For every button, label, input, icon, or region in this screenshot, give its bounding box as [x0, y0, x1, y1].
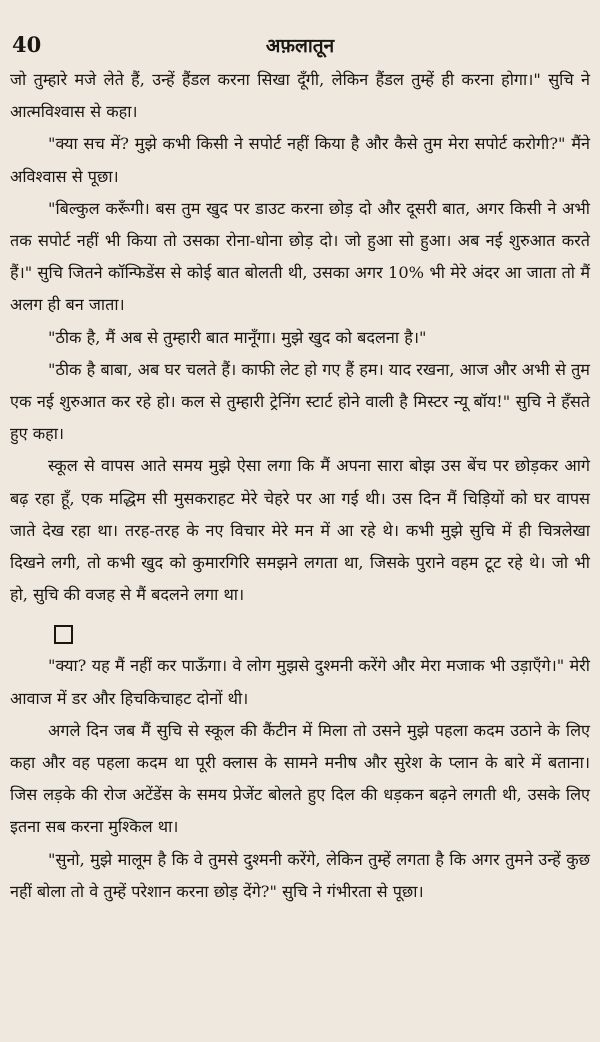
paragraph: अगले दिन जब मैं सुचि से स्कूल की कैंटीन में मिला तो उसने मुझे पहला कदम उठाने के लिए कहा और वह पहला कदम था पूरी क्लास के सामने मनीष और सुरेश के प्लान के बारे में बताना। जिस लड़के की रोज अटेंडेंस के समय प्रेजेंट बोलते हुए दिल की धड़कन बढ़ने लगती थी, उसके लिए इतना सब करना मुश्किल था। [10, 720, 590, 837]
section-break-square-icon [54, 625, 73, 644]
running-title: अफ़लातून [265, 35, 335, 57]
paragraph: "क्या सच में? मुझे कभी किसी ने सपोर्ट नहीं किया है और कैसे तुम मेरा सपोर्ट करोगी?" मैंने अविश्वास से पूछा। [10, 134, 590, 186]
body-text [10, 64, 590, 908]
paragraph: "ठीक है, मैं अब से तुम्हारी बात मानूँगा। मुझे खुद को बदलना है।" [48, 327, 427, 347]
page-number: 40 [12, 32, 42, 57]
page-header [10, 28, 590, 64]
paragraph: स्कूल से वापस आते समय मुझे ऐसा लगा कि मैं अपना सारा बोझ उस बेंच पर छोड़कर आगे बढ़ रहा हूँ, एक मद्धिम सी मुसकराहट मेरे चेहरे पर आ गई थी। उस दिन मैं चिड़ियों को घर वापस जाते देख रहा था। तरह-तरह के नए विचार मेरे मन में आ रहे थे। कभी मुझे सुचि में ही चित्रलेखा दिखने लगी, तो कभी खुद को कुमारगिरि समझने लगता था, जिसके पुराने वहम टूट रहे थे। जो भी हो, सुचि की वजह से मैं बदलने लगा था। [10, 456, 590, 605]
paragraph: "क्या? यह मैं नहीं कर पाऊँगा। वे लोग मुझसे दुश्मनी करेंगे और मेरा मजाक भी उड़ाएँगे।" मेरी आवाज में डर और हिचकिचाहट दोनों थी। [10, 656, 590, 708]
paragraph: जो तुम्हारे मजे लेते हैं, उन्हें हैंडल करना सिखा दूँगी, लेकिन हैंडल तुम्हें ही करना होगा।" सुचि ने आत्मविश्वास से कहा। [10, 70, 590, 122]
paragraph: "ठीक है बाबा, अब घर चलते हैं। काफी लेट हो गए हैं हम। याद रखना, आज और अभी से तुम एक नई शुरुआत कर रहे हो। कल से तुम्हारी ट्रेनिंग स्टार्ट होने वाली है मिस्टर न्यू बॉय!" सुचि ने हँसते हुए कहा। [10, 359, 590, 444]
paragraph: "सुनो, मुझे मालूम है कि वे तुमसे दुश्मनी करेंगे, लेकिन तुम्हें लगता है कि अगर तुमने उन्हें कुछ नहीं बोला तो वे तुम्हें परेशान करना छोड़ देंगे?" सुचि ने गंभीरता से पूछा। [10, 849, 590, 901]
paragraph: "बिल्कुल करूँगी। बस तुम खुद पर डाउट करना छोड़ दो और दूसरी बात, अगर किसी ने अभी तक सपोर्ट नहीं भी किया तो उसका रोना-धोना छोड़ दो। जो हुआ सो हुआ। अब नई शुरुआत करते हैं।" सुचि जितने कॉन्फिडेंस से कोई बात बोलती थी, उसका अगर 10% भी मेरे अंदर आ जाता तो मैं अलग ही बन जाता। [10, 198, 590, 315]
